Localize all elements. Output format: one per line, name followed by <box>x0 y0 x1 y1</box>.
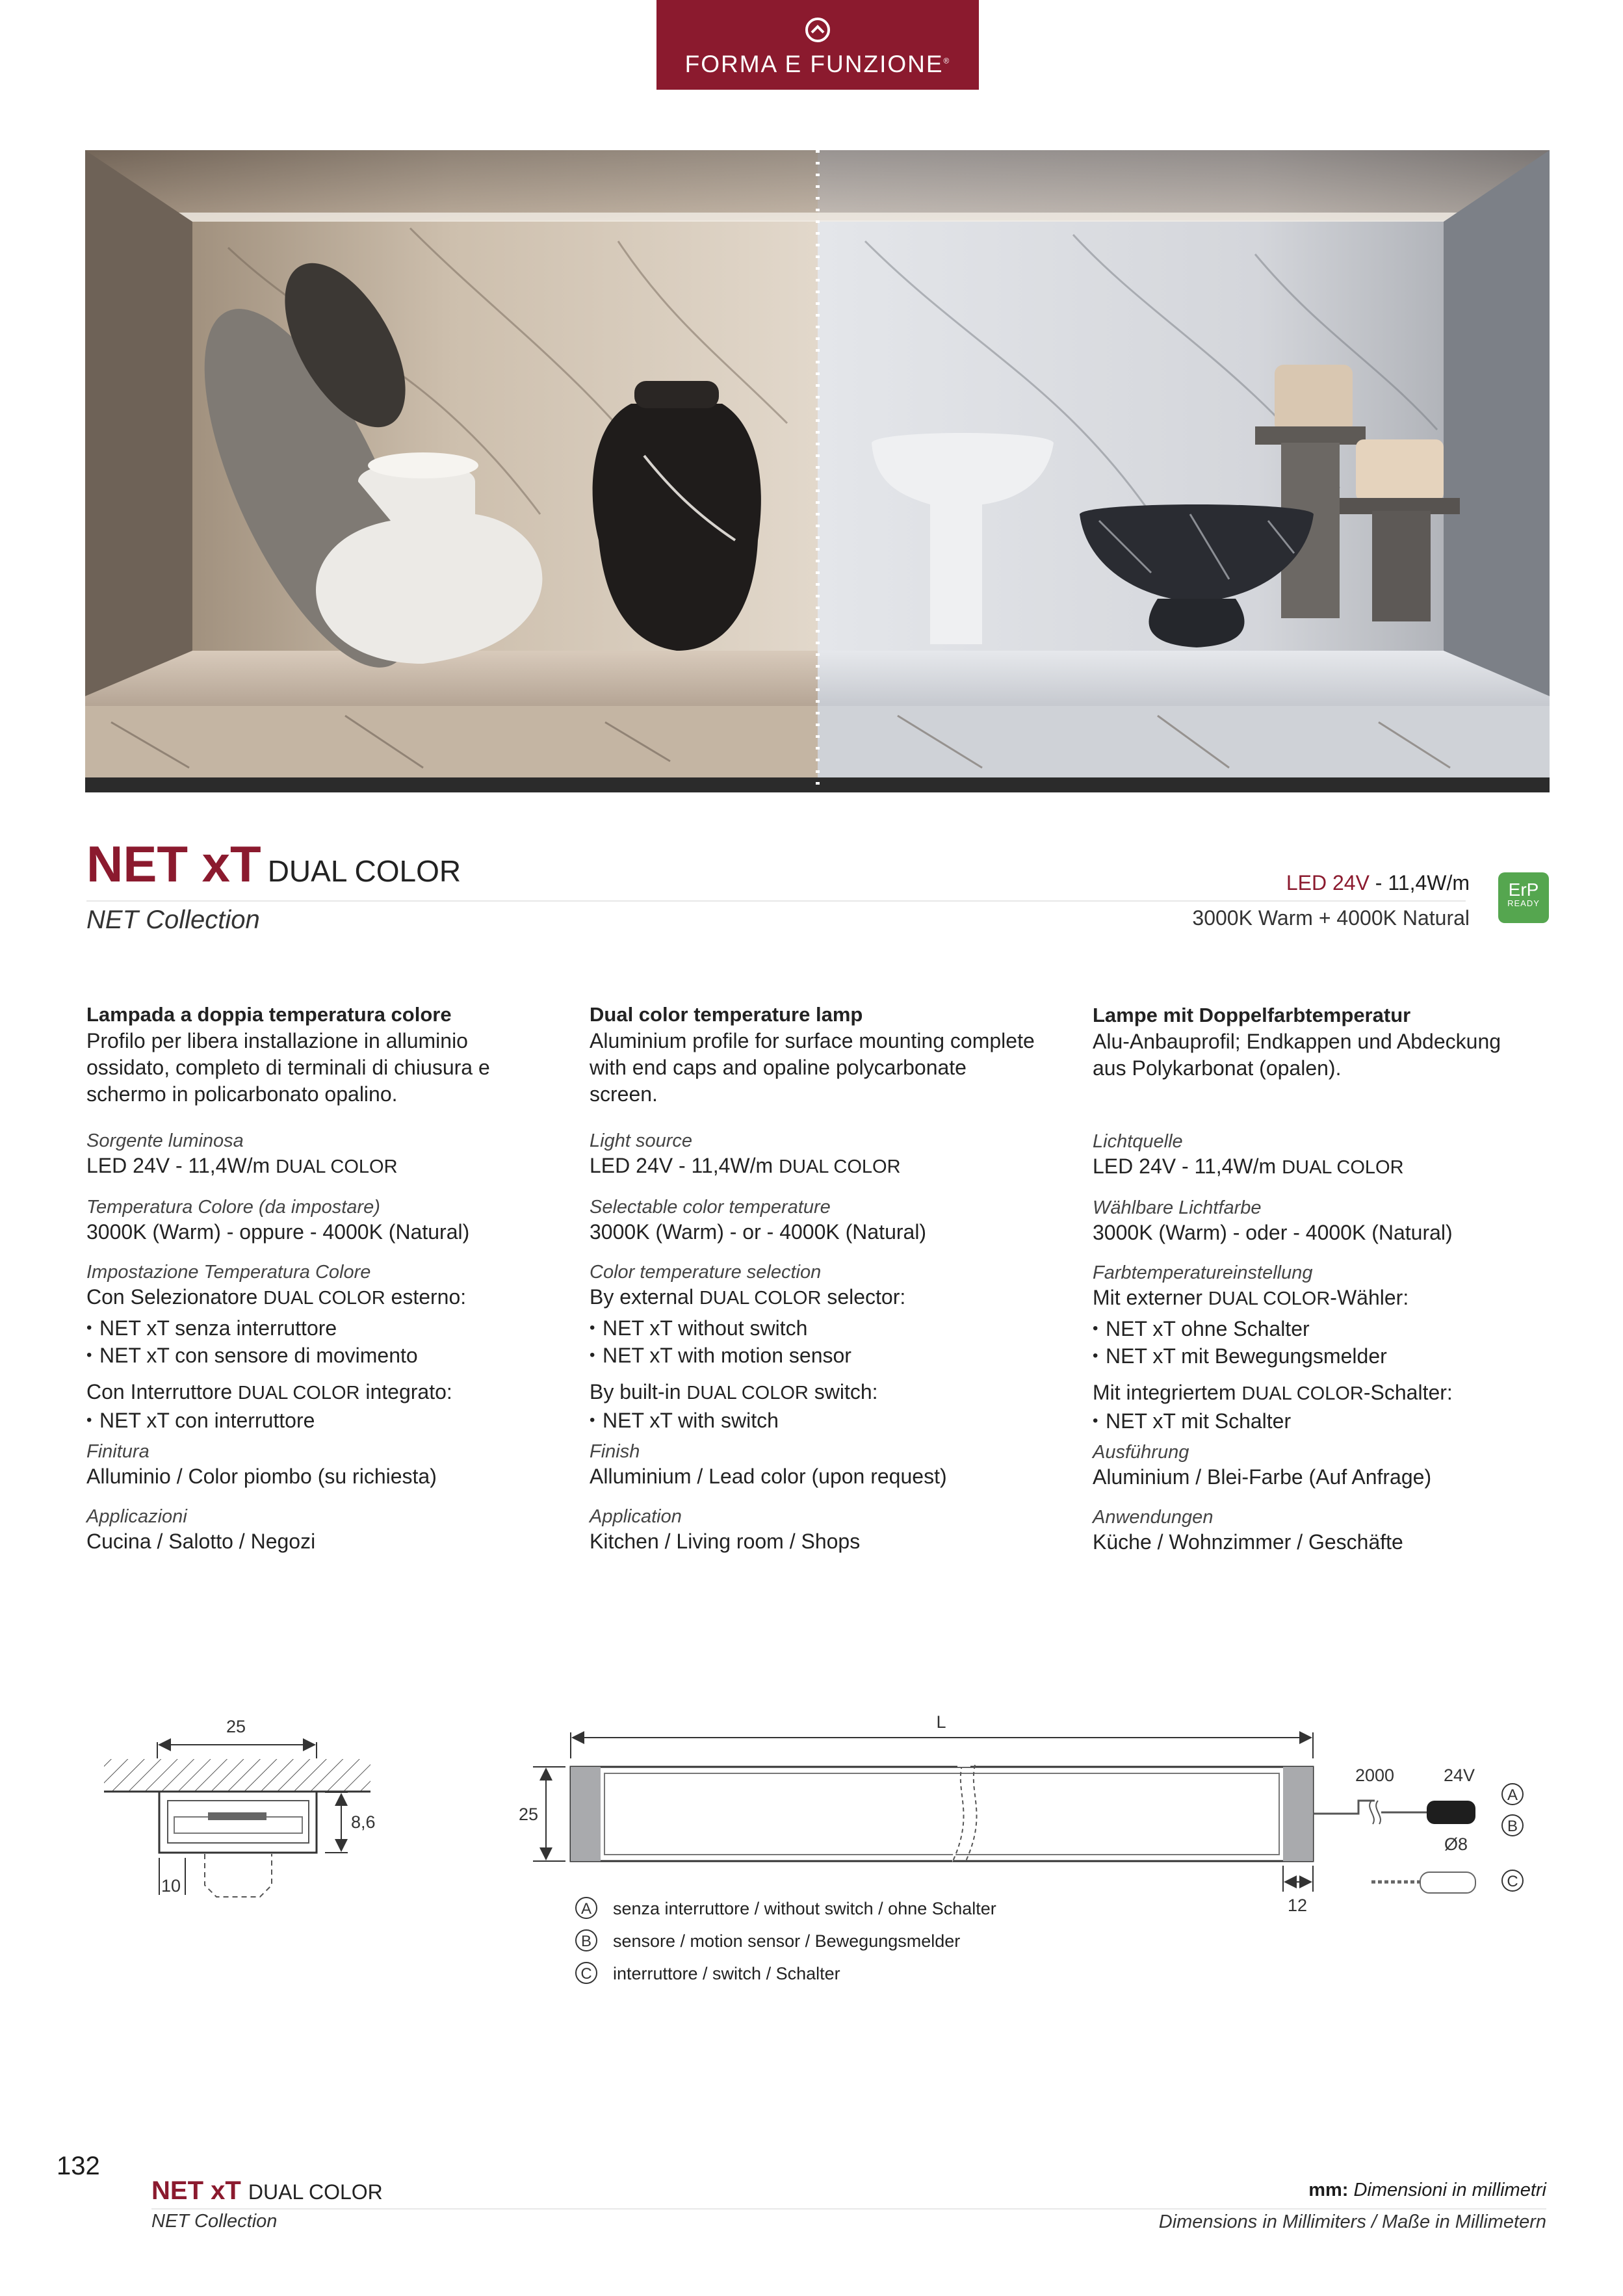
description-column-italian <box>86 1001 535 1555</box>
connector-icon <box>1427 1801 1475 1824</box>
svg-text:interruttore / switch / Schalt: interruttore / switch / Schalter <box>613 1964 840 1983</box>
description-column-english <box>590 1001 1038 1555</box>
finish-label: Finitura <box>86 1441 149 1462</box>
technical-drawings <box>0 1690 1623 2015</box>
description-column-german <box>1093 1002 1541 1556</box>
integrated-switch-line: Mit integriertem DUAL COLOR-Schalter: <box>1093 1381 1453 1404</box>
footer-collection: NET Collection <box>151 2211 278 2232</box>
finish-value: Aluminium / Blei-Farbe (Auf Anfrage) <box>1093 1465 1432 1489</box>
svg-text:senza interruttore / without s: senza interruttore / without switch / ohne Schalter <box>613 1899 996 1918</box>
voltage-label: 24V <box>1443 1766 1475 1785</box>
product-title: NET xT DUAL COLOR <box>86 835 461 893</box>
endcap-label: 12 <box>1287 1896 1308 1915</box>
marker-c-icon <box>1502 1870 1523 1891</box>
column-description: Alu-Anbauprofil; Endkappen und Abdeckung aus Polykarbonat (opalen). <box>1093 1030 1501 1080</box>
cross-section-drawing <box>104 1717 376 1897</box>
svg-text:B: B <box>1507 1818 1518 1835</box>
svg-text:sensore / motion sensor / Bewe: sensore / motion sensor / Bewegungsmelder <box>613 1931 961 1951</box>
title-divider <box>86 900 1466 902</box>
list-item: • NET xT con interruttore <box>86 1407 535 1434</box>
footer-dimensions-note: Dimensions in Millimiters / Maße in Millimetern <box>1158 2211 1546 2232</box>
source-label: Light source <box>590 1130 692 1151</box>
cable-length-label: 2000 <box>1355 1766 1395 1785</box>
section-height-label: 8,6 <box>351 1812 376 1832</box>
brand-logo <box>656 0 979 90</box>
external-selector-line: Con Selezionatore DUAL COLOR esterno: <box>86 1285 467 1309</box>
finish-value: Alluminio / Color piombo (su richiesta) <box>86 1465 437 1488</box>
temperature-label: Selectable color temperature <box>590 1197 831 1218</box>
profile-length-drawing <box>519 1712 1523 1983</box>
product-led-spec: LED 24V - 11,4W/m <box>1286 871 1470 894</box>
setting-label: Impostazione Temperatura Colore <box>86 1262 371 1283</box>
footer-units-note: mm: Dimensioni in millimetri <box>1308 2180 1546 2200</box>
source-label: Lichtquelle <box>1093 1131 1183 1152</box>
source-value: LED 24V - 11,4W/m DUAL COLOR <box>86 1154 398 1177</box>
product-collection: NET Collection <box>86 906 260 934</box>
temperature-label: Temperatura Colore (da impostare) <box>86 1197 380 1218</box>
marker-b-icon <box>1502 1815 1523 1836</box>
source-label: Sorgente luminosa <box>86 1130 244 1151</box>
product-hero-photo <box>85 150 1550 792</box>
source-value: LED 24V - 11,4W/m DUAL COLOR <box>1093 1155 1404 1178</box>
list-item: • NET xT mit Bewegungsmelder <box>1093 1342 1541 1370</box>
marker-a-icon <box>1502 1784 1523 1805</box>
svg-text:B: B <box>580 1933 592 1950</box>
column-description: Profilo per libera installazione in alluminio ossidato, completo di terminali di chiusura e schermo in policarbonato opalino. <box>86 1029 490 1106</box>
list-item: • NET xT without switch <box>590 1314 1038 1342</box>
column-heading: Lampada a doppia temperatura colore <box>86 1003 452 1026</box>
diameter-label: Ø8 <box>1444 1834 1468 1854</box>
integrated-switch-line: Con Interruttore DUAL COLOR integrato: <box>86 1380 452 1403</box>
temperature-value: 3000K (Warm) - oder - 4000K (Natural) <box>1093 1221 1453 1244</box>
section-width-label: 25 <box>226 1717 246 1736</box>
section-offset-label: 10 <box>161 1876 181 1896</box>
footer-title: NET xT DUAL COLOR <box>151 2176 383 2205</box>
setting-label: Farbtemperatureinstellung <box>1093 1262 1313 1283</box>
legend-item-b <box>576 1930 960 1951</box>
temperature-value: 3000K (Warm) - or - 4000K (Natural) <box>590 1220 927 1244</box>
column-heading: Dual color temperature lamp <box>590 1003 863 1026</box>
application-value: Küche / Wohnzimmer / Geschäfte <box>1093 1530 1403 1554</box>
erp-ready-badge: ErP READY <box>1498 872 1549 923</box>
svg-text:C: C <box>1507 1873 1518 1890</box>
list-item: • NET xT mit Schalter <box>1093 1407 1541 1435</box>
svg-text:A: A <box>580 1900 592 1918</box>
product-color-spec: 3000K Warm + 4000K Natural <box>1192 906 1470 930</box>
external-selector-line: Mit externer DUAL COLOR-Wähler: <box>1093 1286 1409 1309</box>
integrated-switch-line: By built-in DUAL COLOR switch: <box>590 1380 878 1403</box>
list-item: • NET xT ohne Schalter <box>1093 1315 1541 1342</box>
application-value: Cucina / Salotto / Negozi <box>86 1530 316 1553</box>
column-description: Aluminium profile for surface mounting complete with end caps and opaline polycarbonate screen. <box>590 1029 1035 1106</box>
list-item: • NET xT con sensore di movimento <box>86 1342 535 1369</box>
temperature-label: Wählbare Lichtfarbe <box>1093 1197 1262 1218</box>
svg-text:C: C <box>580 1965 592 1983</box>
finish-value: Alluminium / Lead color (upon request) <box>590 1465 947 1488</box>
finish-label: Ausführung <box>1093 1442 1189 1463</box>
brand-name: FORMA E FUNZIONE® <box>684 51 951 77</box>
legend-item-a <box>576 1898 996 1918</box>
list-item: • NET xT with motion sensor <box>590 1342 1038 1369</box>
svg-text:A: A <box>1507 1786 1518 1804</box>
column-heading: Lampe mit Doppelfarbtemperatur <box>1093 1004 1411 1026</box>
switch-plug-icon <box>1420 1872 1475 1893</box>
finish-label: Finish <box>590 1441 640 1462</box>
application-label: Anwendungen <box>1093 1507 1214 1528</box>
profile-height-label: 25 <box>519 1805 539 1824</box>
legend-item-c <box>576 1963 840 1983</box>
source-value: LED 24V - 11,4W/m DUAL COLOR <box>590 1154 901 1177</box>
application-value: Kitchen / Living room / Shops <box>590 1530 861 1553</box>
footer-divider <box>151 2208 1546 2210</box>
external-selector-line: By external DUAL COLOR selector: <box>590 1285 906 1309</box>
page-number: 132 <box>57 2152 100 2180</box>
setting-label: Color temperature selection <box>590 1262 822 1283</box>
list-item: • NET xT with switch <box>590 1407 1038 1434</box>
brand-mark-icon <box>803 16 832 44</box>
list-item: • NET xT senza interruttore <box>86 1314 535 1342</box>
application-label: Applicazioni <box>86 1506 187 1527</box>
application-label: Application <box>590 1506 682 1527</box>
length-label: L <box>936 1712 946 1732</box>
temperature-value: 3000K (Warm) - oppure - 4000K (Natural) <box>86 1220 470 1244</box>
